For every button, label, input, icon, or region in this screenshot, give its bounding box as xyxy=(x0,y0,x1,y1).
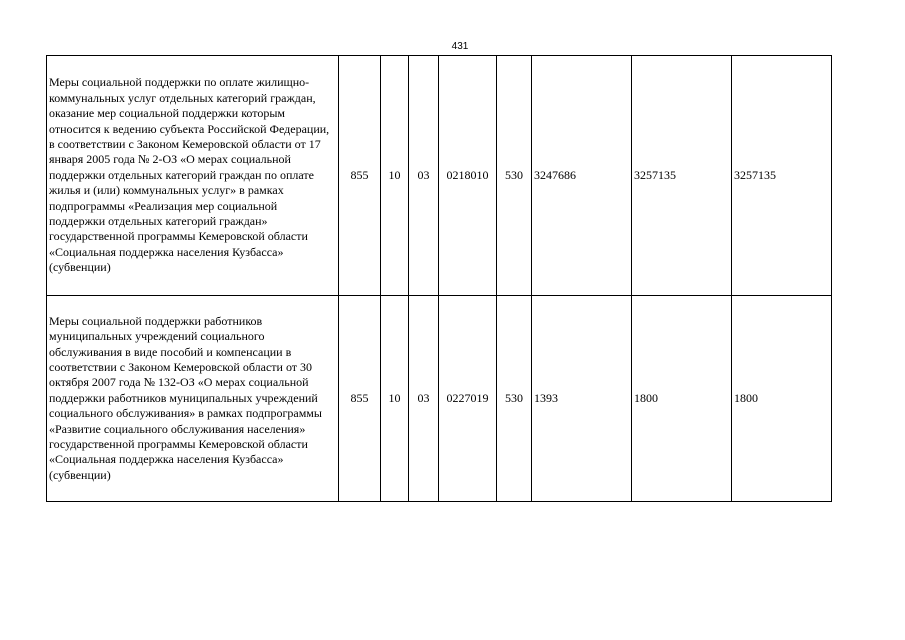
target-article-code: 0218010 xyxy=(439,56,497,296)
amount-year-2: 1800 xyxy=(632,296,732,502)
table-row xyxy=(47,56,832,296)
subsection-code: 03 xyxy=(409,56,439,296)
ministry-code: 855 xyxy=(339,56,381,296)
section-code: 10 xyxy=(381,296,409,502)
table-row xyxy=(47,296,832,502)
row-description: Меры социальной поддержки работников муниципальных учреждений социального обслуживания в виде пособий и компенсации в соответствии с Законом Кемеровской области от 30 октября 2007 года № 132-ОЗ «О мерах социальной поддержки работников муниципальных учреждений социального обслуживания» в рамках подпрограммы «Развитие социального обслуживания населения» государственной программы Кемеровской области «Социальная поддержка населения Кузбасса» (субвенции) xyxy=(47,296,339,502)
amount-year-2: 3257135 xyxy=(632,56,732,296)
amount-year-3: 3257135 xyxy=(732,56,832,296)
amount-year-1: 3247686 xyxy=(532,56,632,296)
amount-year-1: 1393 xyxy=(532,296,632,502)
budget-table xyxy=(46,55,832,502)
expense-type-code: 530 xyxy=(497,56,532,296)
expense-type-code: 530 xyxy=(497,296,532,502)
amount-year-3: 1800 xyxy=(732,296,832,502)
ministry-code: 855 xyxy=(339,296,381,502)
page-number: 431 xyxy=(451,41,469,52)
section-code: 10 xyxy=(381,56,409,296)
subsection-code: 03 xyxy=(409,296,439,502)
row-description: Меры социальной поддержки по оплате жилищно-коммунальных услуг отдельных категорий граждан, оказание мер социальной поддержки которым относится к ведению субъекта Российской Федерации, в соответствии с Законом Кемеровской области от 17 января 2005 года № 2-ОЗ «О мерах социальной поддержки отдельных категорий граждан по оплате жилья и (или) коммунальных услуг» в рамках подпрограммы «Реализация мер социальной поддержки отдельных категорий граждан» государственной программы Кемеровской области «Социальная поддержка населения Кузбасса» (субвенции) xyxy=(47,56,339,296)
target-article-code: 0227019 xyxy=(439,296,497,502)
